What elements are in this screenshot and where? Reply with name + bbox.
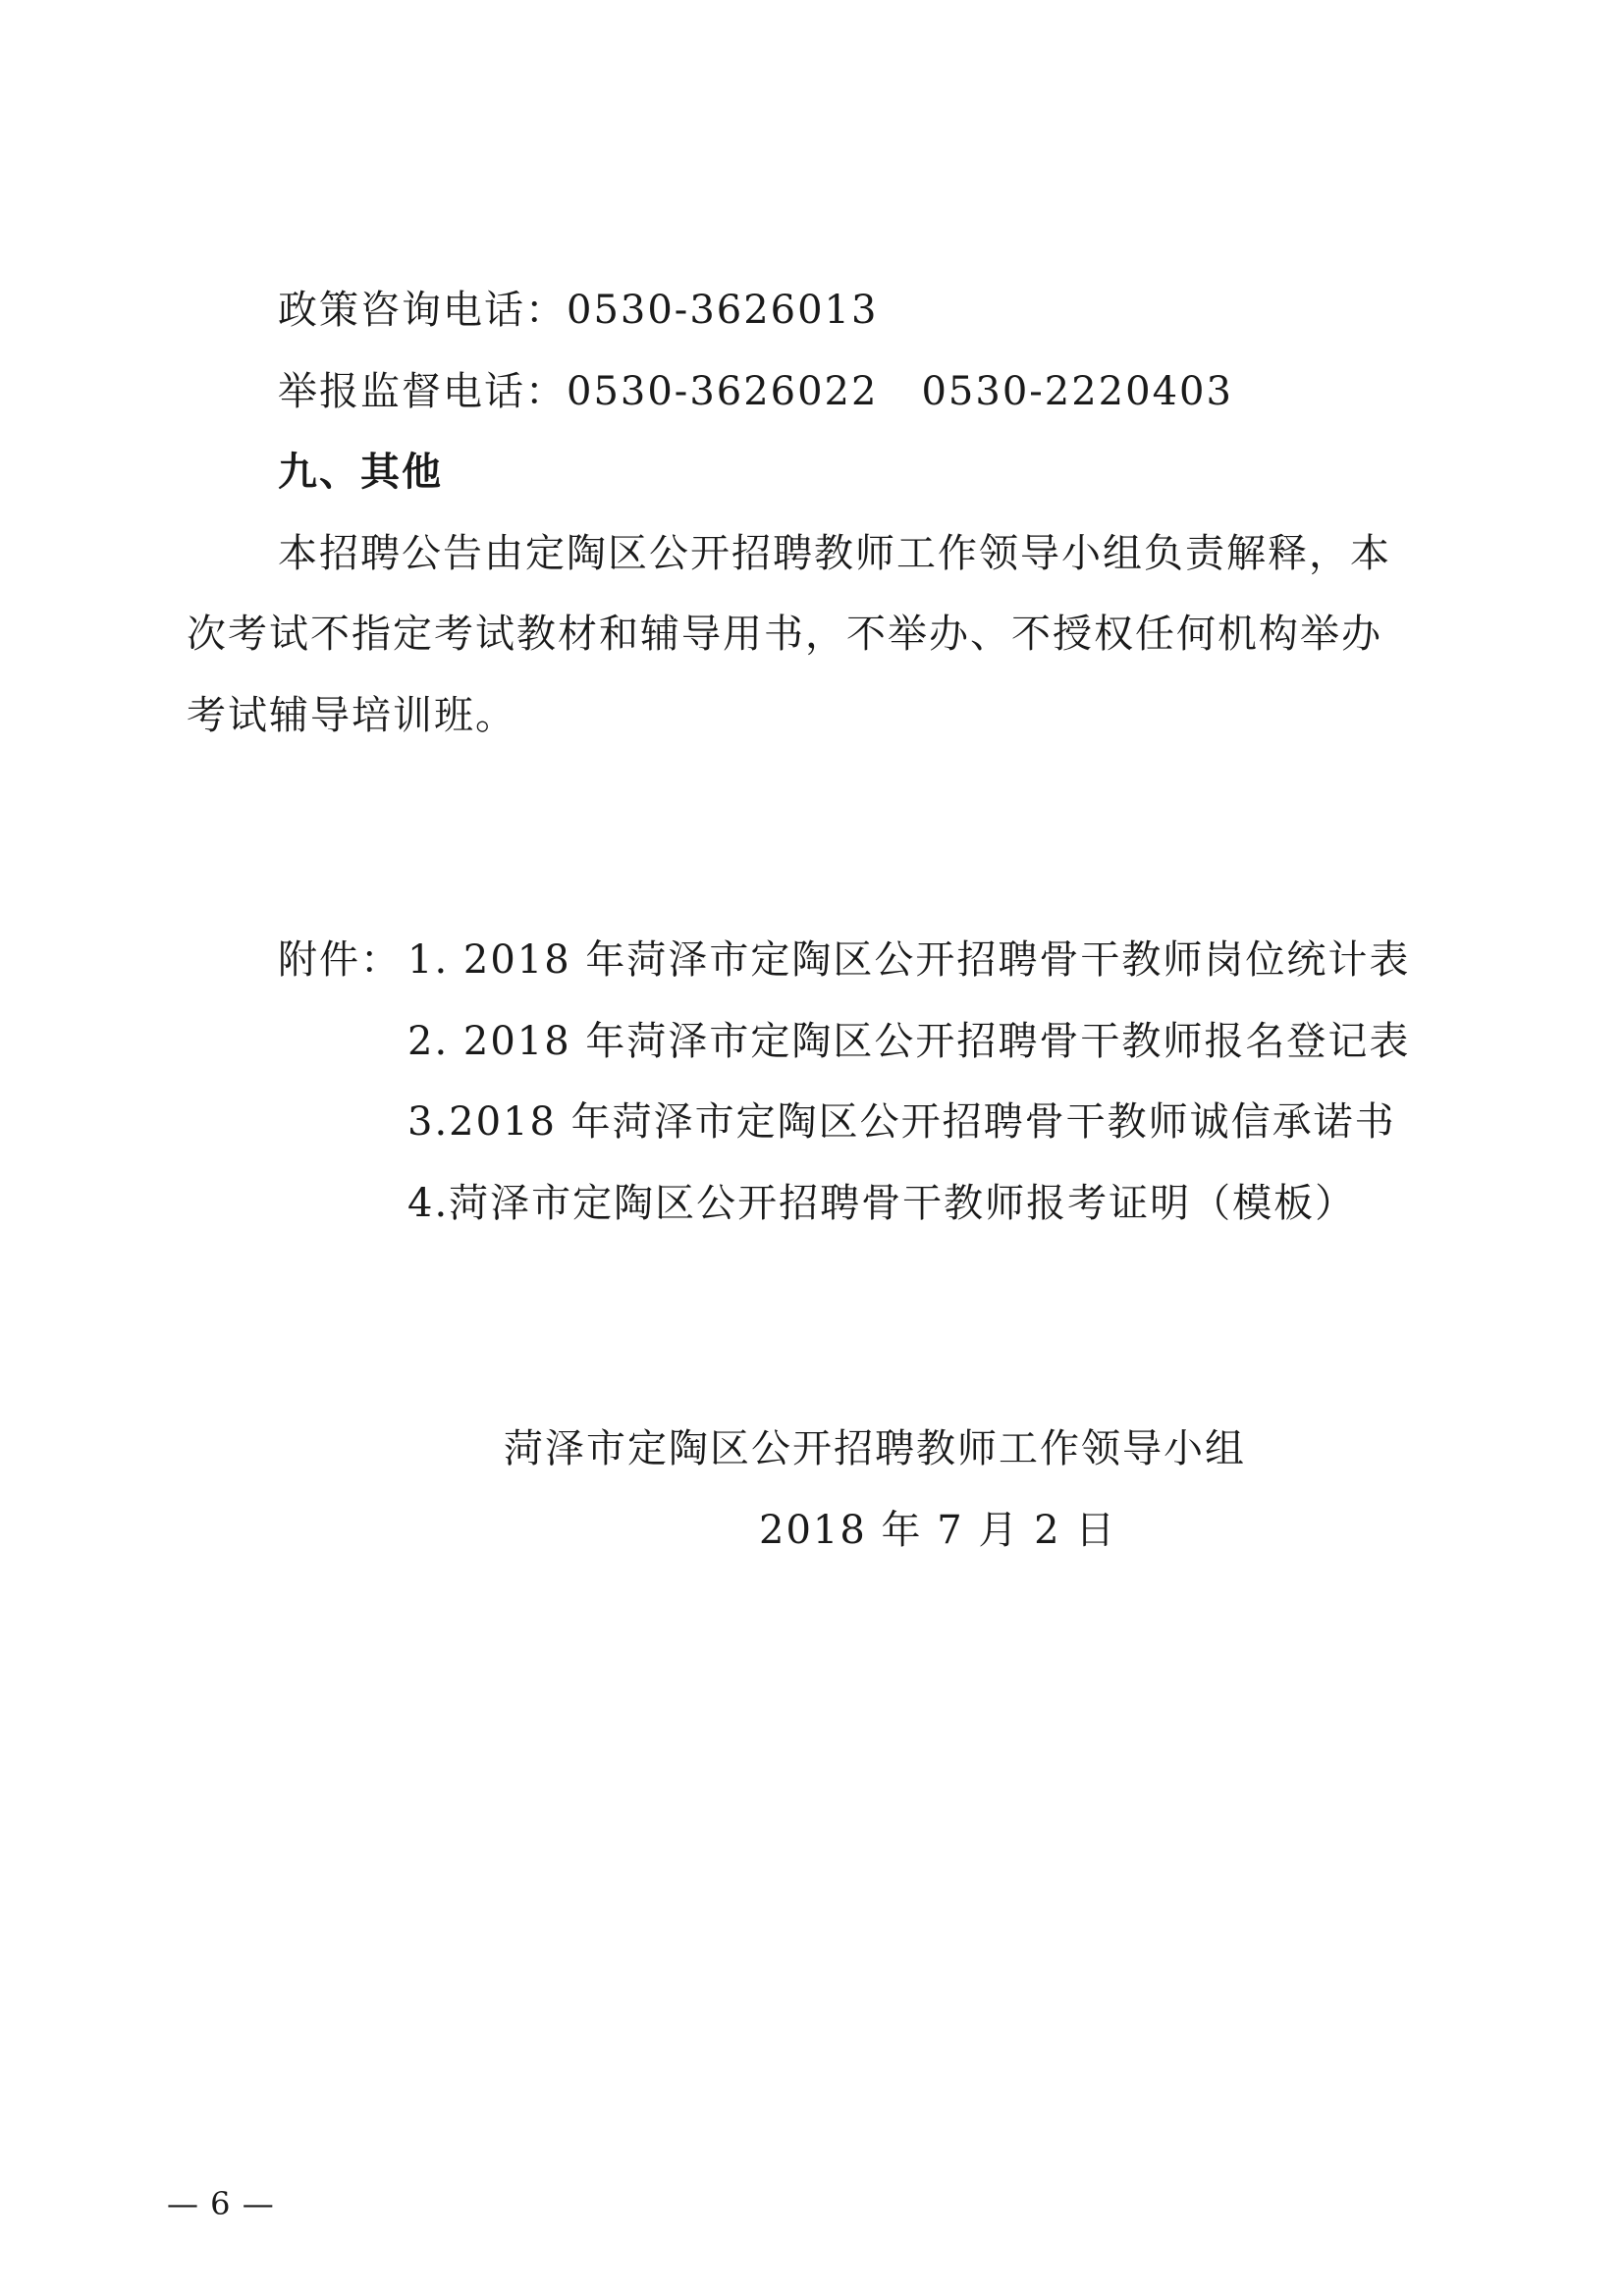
attachment-item: 2. 2018 年菏泽市定陶区公开招聘骨干教师报名登记表: [407, 1019, 1411, 1064]
policy-contact-line: [278, 285, 878, 336]
attachment-item: 4.菏泽市定陶区公开招聘骨干教师报考证明（模板）: [407, 1181, 1357, 1226]
section-heading: 九、其他: [278, 450, 443, 495]
attachment-item: 1. 2018 年菏泽市定陶区公开招聘骨干教师岗位统计表: [407, 937, 1411, 983]
paragraph-line: 本招聘公告由定陶区公开招聘教师工作领导小组负责解释，本: [278, 531, 1391, 576]
signature-date: 2018 年 7 月 2 日: [759, 1508, 1117, 1553]
report-contact-phone-2: 0530-2220403: [921, 369, 1233, 414]
policy-contact-label: 政策咨询电话：: [278, 288, 567, 333]
report-contact-line: [278, 366, 1233, 417]
report-contact-label: 举报监督电话：: [278, 369, 567, 414]
attachment-item: 3.2018 年菏泽市定陶区公开招聘骨干教师诚信承诺书: [407, 1099, 1396, 1145]
page-number: — 6 —: [167, 2185, 275, 2222]
policy-contact-phone: 0530-3626013: [567, 288, 879, 333]
attachments-label: 附件：: [278, 937, 402, 983]
signature-organization: 菏泽市定陶区公开招聘教师工作领导小组: [504, 1426, 1246, 1471]
report-contact-phone-1: 0530-3626022: [567, 369, 879, 414]
paragraph-line: 次考试不指定考试教材和辅导用书，不举办、不授权任何机构举办: [187, 612, 1382, 657]
paragraph-line: 考试辅导培训班。: [187, 693, 516, 738]
